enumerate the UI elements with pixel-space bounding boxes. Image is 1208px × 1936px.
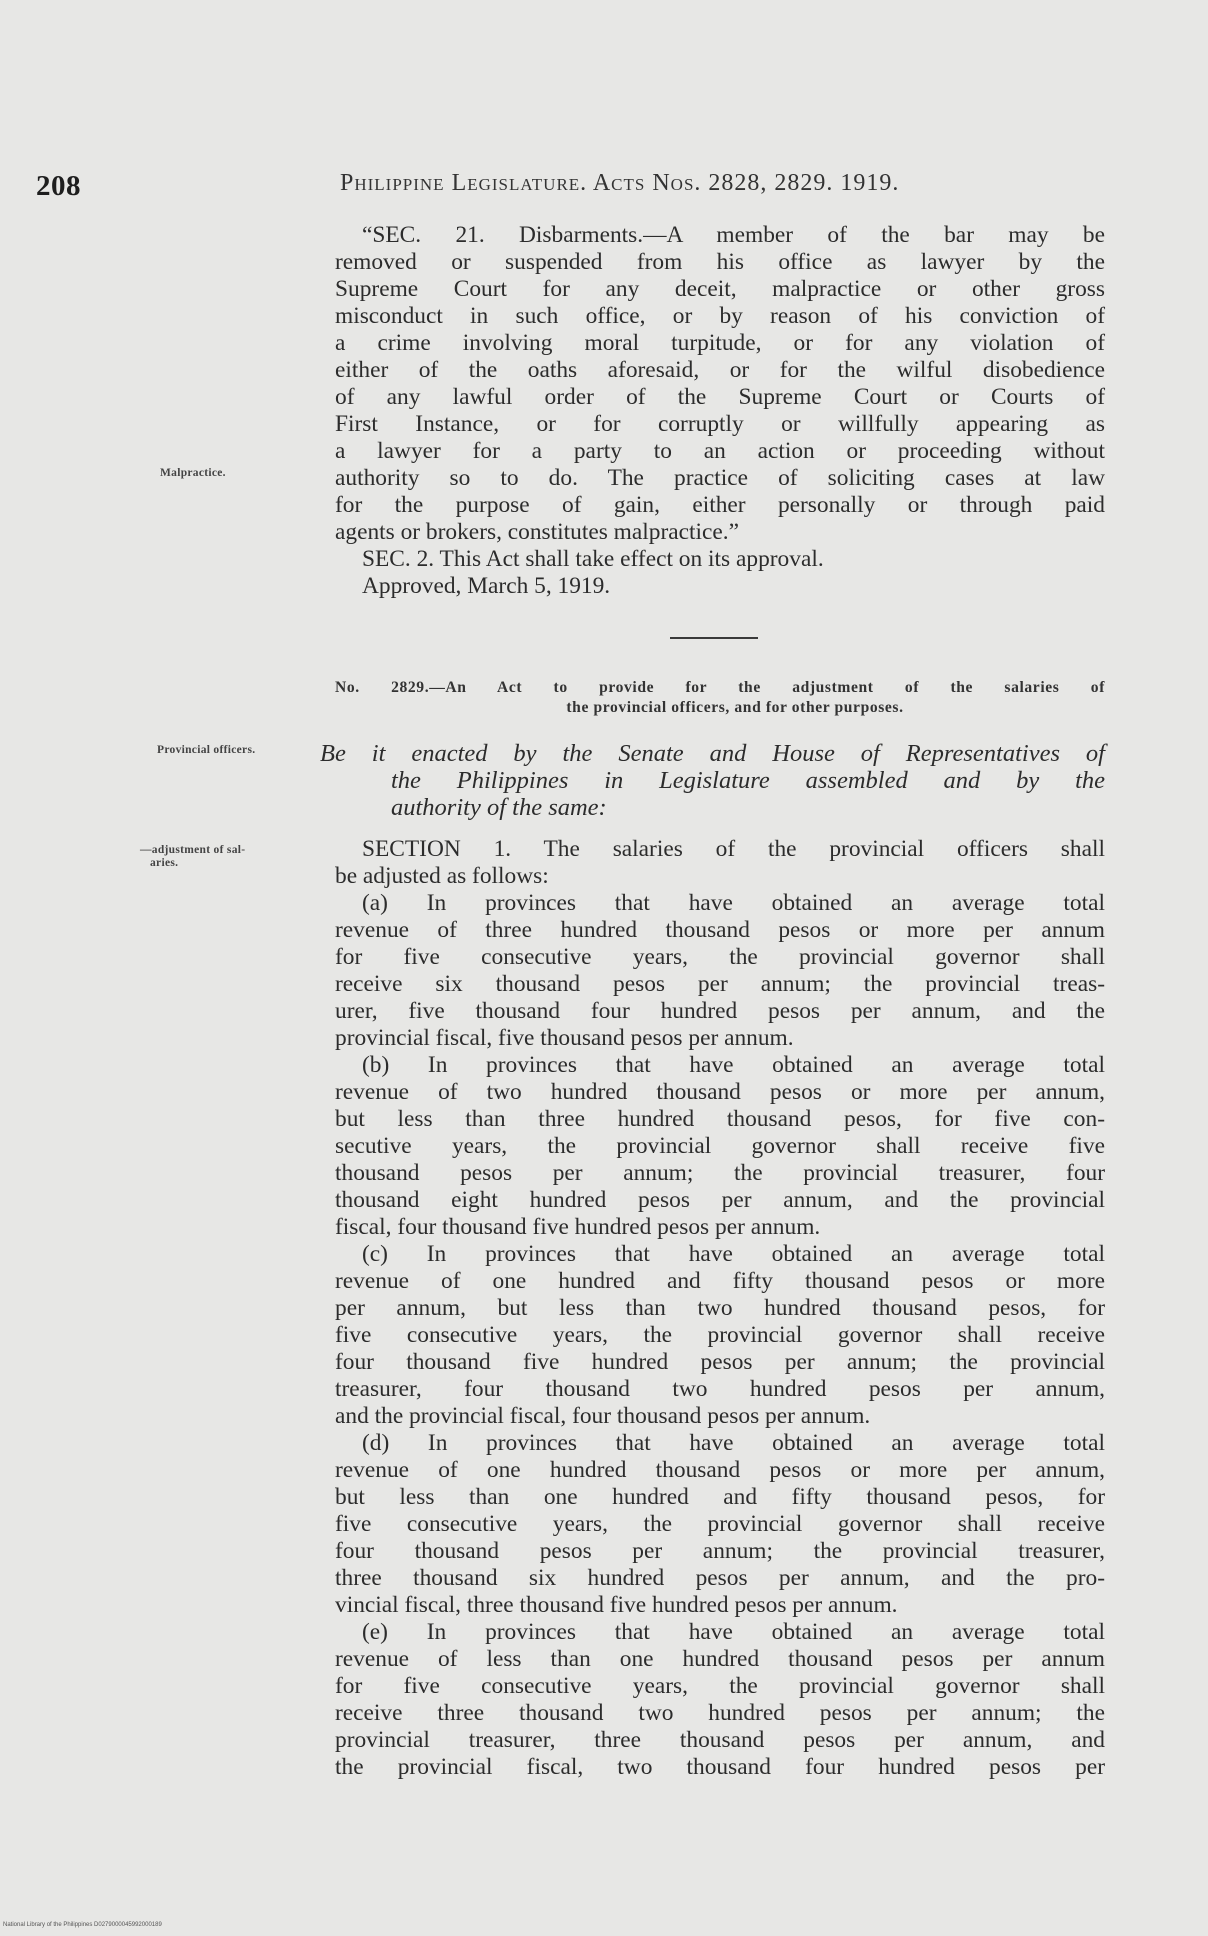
text-line: thousand eight hundred pesos per annum, and the provincial [335,1187,1105,1213]
text-line: vincial fiscal, three thousand five hundred pesos per annum. [335,1592,898,1618]
text-line: of any lawful order of the Supreme Court or Courts of [335,384,1105,410]
text-line: agents or brokers, constitutes malpractice.” [335,519,739,545]
act-2829-title [335,678,1105,718]
text-line: secutive years, the provincial governor shall receive five [335,1133,1105,1159]
enacting-line: the Philippines in Legislature assembled and by the [391,767,1105,794]
text-line: either of the oaths aforesaid, or for the wilful disobedience [335,357,1105,383]
text-line: for the purpose of gain, either personally or through paid [335,492,1105,518]
text-line: a crime involving moral turpitude, or for any violation of [335,330,1105,356]
text-line: and the provincial fiscal, four thousand pesos per annum. [335,1403,871,1429]
text-line: revenue of three hundred thousand pesos or more per annum [335,917,1105,943]
text-line: a lawyer for a party to an action or proceeding without [335,438,1105,464]
text-line: provincial fiscal, five thousand pesos per annum. [335,1025,794,1051]
text-line: fiscal, four thousand five hundred pesos per annum. [335,1214,821,1240]
text-line: (d) In provinces that have obtained an average total [362,1430,1105,1456]
act-title-line: No. 2829.—An Act to provide for the adjustment of the salaries of [335,679,1105,696]
approval-date: Approved, March 5, 1919. [362,573,611,599]
text-line: revenue of less than one hundred thousand pesos per annum [335,1646,1105,1672]
text-line: the provincial fiscal, two thousand four hundred pesos per [335,1754,1105,1780]
text-line: three thousand six hundred pesos per annum, and the pro- [335,1565,1105,1591]
text-line: thousand pesos per annum; the provincial treasurer, four [335,1160,1105,1186]
text-line: (a) In provinces that have obtained an average total [362,890,1105,916]
text-line: Supreme Court for any deceit, malpractice or other gross [335,276,1105,302]
margin-note-adjustment: —adjustment of sal- aries. [140,844,246,869]
text-line: receive six thousand pesos per annum; the provincial treas- [335,971,1105,997]
section-21-text [335,222,1105,600]
text-line: (e) In provinces that have obtained an average total [362,1619,1105,1645]
scan-footer: National Library of the Philippines D0279000045992000189 [3,1922,162,1928]
text-line: revenue of one hundred thousand pesos or more per annum, [335,1457,1105,1483]
text-line: but less than one hundred and fifty thousand pesos, for [335,1484,1105,1510]
text-line: “SEC. 21. Disbarments.—A member of the bar may be [362,222,1105,248]
text-line: five consecutive years, the provincial governor shall receive [335,1511,1105,1537]
text-line: revenue of one hundred and fifty thousand pesos or more [335,1268,1105,1294]
enacting-line: authority of the same: [391,794,607,821]
text-line: provincial treasurer, three thousand pesos per annum, and [335,1727,1105,1753]
text-line: four thousand pesos per annum; the provincial treasurer, [335,1538,1105,1564]
text-line: be adjusted as follows: [335,863,549,889]
enacting-line: Be it enacted by the Senate and House of Representatives of [320,740,1105,767]
act-title-line: the provincial officers, and for other purposes. [566,699,904,716]
margin-note-malpractice: Malpractice. [160,467,226,479]
section-divider [670,637,758,639]
text-line: removed or suspended from his office as lawyer by the [335,249,1105,275]
text-line: (c) In provinces that have obtained an average total [362,1241,1105,1267]
text-line: five consecutive years, the provincial governor shall receive [335,1322,1105,1348]
section-1-text [335,836,1105,1781]
page-number: 208 [36,170,81,202]
text-line: misconduct in such office, or by reason of his conviction of [335,303,1105,329]
text-line: treasurer, four thousand two hundred pesos per annum, [335,1376,1105,1402]
text-line: four thousand five hundred pesos per annum; the provincial [335,1349,1105,1375]
text-line: First Instance, or for corruptly or willfully appearing as [335,411,1105,437]
enacting-clause [320,740,1105,821]
text-line: receive three thousand two hundred pesos per annum; the [335,1700,1105,1726]
text-line: for five consecutive years, the provincial governor shall [335,944,1105,970]
text-line: revenue of two hundred thousand pesos or more per annum, [335,1079,1105,1105]
text-line: urer, five thousand four hundred pesos per annum, and the [335,998,1105,1024]
section-2-line: SEC. 2. This Act shall take effect on its approval. [362,546,824,572]
margin-note-provincial-officers: Provincial officers. [157,744,256,756]
running-head: Philippine Legislature. Acts Nos. 2828, 2829. 1919. [340,170,900,196]
text-line: per annum, but less than two hundred thousand pesos, for [335,1295,1105,1321]
text-line: for five consecutive years, the provincial governor shall [335,1673,1105,1699]
text-line: (b) In provinces that have obtained an average total [362,1052,1105,1078]
text-line: but less than three hundred thousand pesos, for five con- [335,1106,1105,1132]
text-line: authority so to do. The practice of soliciting cases at law [335,465,1105,491]
text-line: SECTION 1. The salaries of the provincial officers shall [362,836,1105,862]
